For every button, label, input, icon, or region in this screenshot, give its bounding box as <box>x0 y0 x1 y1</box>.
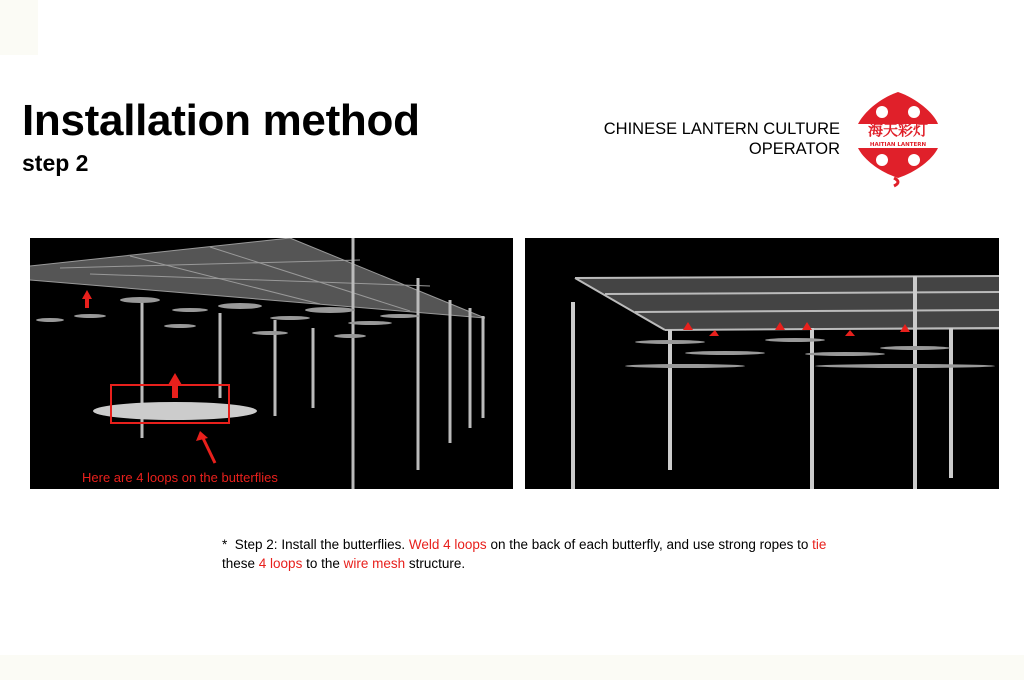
desc-highlight: tie <box>812 537 827 552</box>
svg-text:海天彩灯: 海天彩灯 <box>867 121 929 139</box>
haitian-lantern-logo <box>846 88 950 188</box>
desc-highlight: 4 loops <box>258 556 303 571</box>
desc-text: these <box>222 556 259 571</box>
bullet: * <box>222 537 228 552</box>
desc-text: structure. <box>405 556 466 571</box>
desc-highlight: wire mesh <box>343 556 406 571</box>
corner-patch <box>0 0 38 55</box>
page-subtitle: step 2 <box>22 150 89 176</box>
svg-text:HAITIAN LANTERN: HAITIAN LANTERN <box>869 142 927 148</box>
desc-text: to the <box>302 556 344 571</box>
desc-text: Step 2: Install the butterflies. <box>234 537 409 552</box>
installation-render-right <box>525 238 999 489</box>
brand-line-2: OPERATOR <box>748 140 840 158</box>
brand-line-1: CHINESE LANTERN CULTURE <box>603 120 840 138</box>
loops-annotation: Here are 4 loops on the butterflies <box>82 470 278 485</box>
desc-highlight: Weld 4 loops <box>408 537 487 552</box>
page-title: Installation method <box>22 96 420 145</box>
brand-tagline <box>604 119 840 159</box>
installation-render-left <box>30 238 513 489</box>
desc-text: on the back of each butterfly, and use strong ropes to <box>486 537 813 552</box>
footer-strip <box>0 655 1024 680</box>
step-description <box>222 535 922 573</box>
